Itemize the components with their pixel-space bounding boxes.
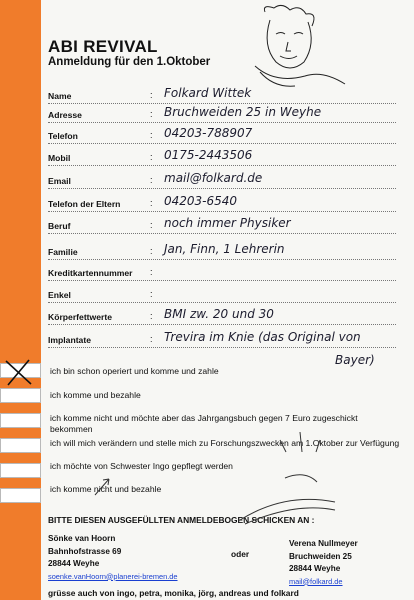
handwritten-value[interactable]: mail@folkard.de xyxy=(164,171,263,185)
address-left-street: Bahnhofstrasse 69 xyxy=(48,546,122,556)
field-label: Körperfettwerte xyxy=(48,312,112,322)
field-label: Telefon xyxy=(48,131,78,141)
handwritten-value[interactable]: 0175-2443506 xyxy=(164,148,253,162)
handwritten-value[interactable]: Trevira im Knie (das Original von xyxy=(164,330,361,344)
field-colon: : xyxy=(150,152,153,162)
face-doodle xyxy=(255,5,345,86)
field-colon: : xyxy=(150,175,153,185)
option-label: ich möchte von Schwester Ingo gepflegt werden xyxy=(50,461,233,471)
field-label: Kreditkartennummer xyxy=(48,268,133,278)
form-subtitle: Anmeldung für den 1.Oktober xyxy=(48,56,211,68)
field-colon: : xyxy=(150,334,153,344)
option-label: ich bin schon operiert und komme und zahle xyxy=(50,366,219,376)
field-label: Implantate xyxy=(48,335,91,345)
handwritten-value[interactable]: Bruchweiden 25 in Weyhe xyxy=(164,105,322,119)
patient-doodle xyxy=(240,432,335,524)
handwritten-value[interactable]: noch immer Physiker xyxy=(164,216,291,230)
address-left-name: Sönke van Hoorn xyxy=(48,534,116,543)
address-right-city: 28844 Weyhe xyxy=(289,564,341,573)
field-colon: : xyxy=(150,289,153,299)
option-label: ich will mich verändern und stelle mich zu Forschungszwecken am 1.Oktober zur Verfügung xyxy=(50,438,400,448)
field-label: Familie xyxy=(48,247,78,257)
handwritten-value[interactable]: Bayer) xyxy=(335,353,375,367)
or-label: oder xyxy=(231,549,250,559)
field-label: Adresse xyxy=(48,110,82,120)
field-colon: : xyxy=(150,109,153,119)
address-right-name: Verena Nullmeyer xyxy=(289,539,358,548)
field-colon: : xyxy=(150,90,153,100)
field-label: Name xyxy=(48,91,72,101)
option-label: ich komme nicht und bezahle xyxy=(50,484,162,494)
field-label: Mobil xyxy=(48,153,71,163)
field-colon: : xyxy=(150,220,153,230)
greeting-line: grüsse auch von ingo, petra, monika, jörg, andreas und folkard xyxy=(48,588,299,598)
arrow-doodle xyxy=(95,479,109,495)
send-instruction: BITTE DIESEN AUSGEFÜLLTEN ANMELDEBOGEN SCHICKEN AN : xyxy=(48,515,315,525)
option-label: ich komme und bezahle xyxy=(50,390,141,400)
field-colon: : xyxy=(150,267,153,277)
field-label: Telefon der Eltern xyxy=(48,199,121,209)
handwritten-value[interactable]: 04203-788907 xyxy=(164,126,253,140)
form-title: ABI REVIVAL xyxy=(48,37,158,56)
field-colon: : xyxy=(150,198,153,208)
address-right-street: Bruchweiden 25 xyxy=(289,551,352,561)
option-label: ich komme nicht und möchte aber das Jahrgangsbuch gegen 7 Euro zugeschickt bekommen xyxy=(50,413,358,434)
address-left-email-link[interactable]: soenke.vanHoorn@planerei-bremen.de xyxy=(48,571,178,581)
address-left-city: 28844 Weyhe xyxy=(48,559,100,568)
handwritten-value[interactable]: Folkard Wittek xyxy=(164,86,252,100)
field-label: Enkel xyxy=(48,290,71,300)
handwritten-value[interactable]: 04203-6540 xyxy=(164,194,238,208)
field-colon: : xyxy=(150,246,153,256)
checkmark-x xyxy=(6,360,31,385)
field-label: Email xyxy=(48,176,71,186)
handwritten-value[interactable]: Jan, Finn, 1 Lehrerin xyxy=(164,242,285,256)
address-right-email-link[interactable]: mail@folkard.de xyxy=(289,576,343,586)
field-colon: : xyxy=(150,311,153,321)
field-colon: : xyxy=(150,130,153,140)
field-label: Beruf xyxy=(48,221,71,231)
handwritten-value[interactable]: BMI zw. 20 und 30 xyxy=(164,307,274,321)
